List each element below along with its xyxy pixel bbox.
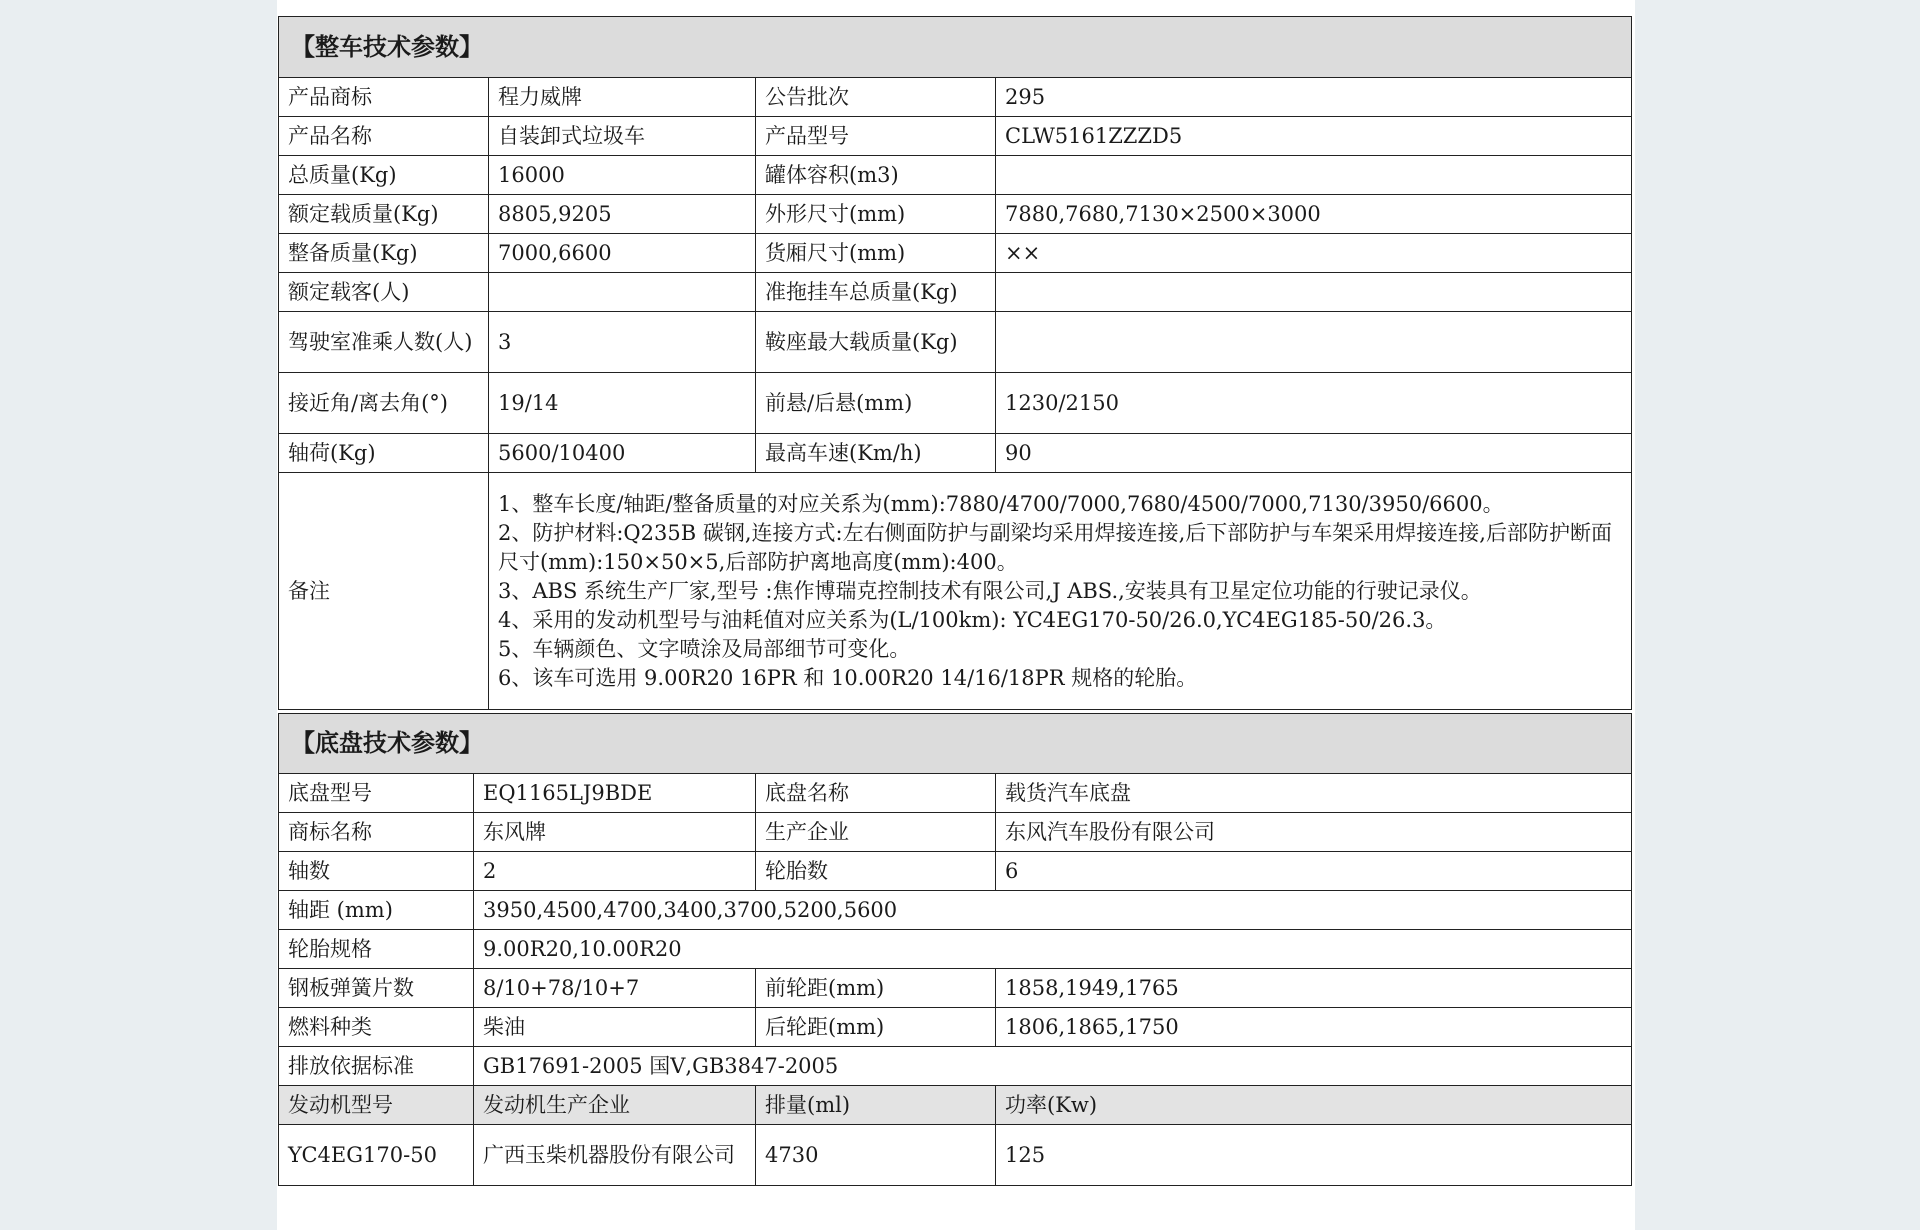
notes-label: 备注 (279, 473, 489, 710)
engine-header-row (279, 1086, 1632, 1125)
value-cell: 9.00R20,10.00R20 (474, 930, 1632, 969)
notes-row (279, 473, 1632, 710)
note-item: 5、车辆颜色、文字喷涂及局部细节可变化。 (498, 636, 911, 661)
note-item: 2、防护材料:Q235B 碳钢,连接方式:左右侧面防护与副梁均采用焊接连接,后下部防护与车架采用焊接连接,后部防护断面尺寸(mm):150×50×5,后部防护离地高度(mm):400。 (498, 520, 1612, 574)
column-header: 发动机生产企业 (474, 1086, 756, 1125)
value-cell (996, 312, 1632, 373)
value-cell: 3 (489, 312, 756, 373)
note-item: 1、整车长度/轴距/整备质量的对应关系为(mm):7880/4700/7000,7680/4500/7000,7130/3950/6600。 (498, 491, 1504, 516)
value-cell (996, 156, 1632, 195)
label-cell: 钢板弹簧片数 (279, 969, 474, 1008)
section-title: 【整车技术参数】 (279, 17, 1632, 78)
value-cell: 90 (996, 434, 1632, 473)
value-cell: 1230/2150 (996, 373, 1632, 434)
column-header: 发动机型号 (279, 1086, 474, 1125)
label-cell: 额定载质量(Kg) (279, 195, 489, 234)
column-header: 功率(Kw) (996, 1086, 1632, 1125)
value-cell: YC4EG170-50 (279, 1125, 474, 1186)
table-row (279, 891, 1632, 930)
chassis-params-table (278, 713, 1632, 1186)
value-cell: CLW5161ZZZD5 (996, 117, 1632, 156)
label-cell: 公告批次 (756, 78, 996, 117)
label-cell: 燃料种类 (279, 1008, 474, 1047)
table-row (279, 1008, 1632, 1047)
label-cell: 轮胎数 (756, 852, 996, 891)
label-cell: 轴荷(Kg) (279, 434, 489, 473)
label-cell: 接近角/离去角(°) (279, 373, 489, 434)
label-cell: 排放依据标准 (279, 1047, 474, 1086)
value-cell: 柴油 (474, 1008, 756, 1047)
section-title: 【底盘技术参数】 (279, 714, 1632, 774)
table-row (279, 373, 1632, 434)
vehicle-params-table (278, 16, 1632, 710)
value-cell: 1858,1949,1765 (996, 969, 1632, 1008)
table-row (279, 117, 1632, 156)
table-row (279, 1047, 1632, 1086)
table-row (279, 273, 1632, 312)
value-cell: 6 (996, 852, 1632, 891)
label-cell: 最高车速(Km/h) (756, 434, 996, 473)
value-cell: 295 (996, 78, 1632, 117)
label-cell: 产品型号 (756, 117, 996, 156)
label-cell: 额定载客(人) (279, 273, 489, 312)
value-cell: 自装卸式垃圾车 (489, 117, 756, 156)
table-row (279, 78, 1632, 117)
value-cell: 7000,6600 (489, 234, 756, 273)
table-row (279, 930, 1632, 969)
table-row (279, 195, 1632, 234)
table-row (279, 852, 1632, 891)
value-cell: 5600/10400 (489, 434, 756, 473)
label-cell: 底盘型号 (279, 774, 474, 813)
value-cell: GB17691-2005 国Ⅴ,GB3847-2005 (474, 1047, 1632, 1086)
label-cell: 准拖挂车总质量(Kg) (756, 273, 996, 312)
value-cell: ×× (996, 234, 1632, 273)
value-cell: 8805,9205 (489, 195, 756, 234)
table-row (279, 156, 1632, 195)
value-cell: EQ1165LJ9BDE (474, 774, 756, 813)
label-cell: 总质量(Kg) (279, 156, 489, 195)
value-cell: 2 (474, 852, 756, 891)
label-cell: 轴数 (279, 852, 474, 891)
label-cell: 外形尺寸(mm) (756, 195, 996, 234)
value-cell: 8/10+78/10+7 (474, 969, 756, 1008)
note-item: 4、采用的发动机型号与油耗值对应关系为(L/100km): YC4EG170-50/26.0,YC4EG185-50/26.3。 (498, 607, 1447, 632)
label-cell: 鞍座最大载质量(Kg) (756, 312, 996, 373)
table-row (279, 434, 1632, 473)
label-cell: 罐体容积(m3) (756, 156, 996, 195)
label-cell: 轴距 (mm) (279, 891, 474, 930)
value-cell: 125 (996, 1125, 1632, 1186)
value-cell: 载货汽车底盘 (996, 774, 1632, 813)
label-cell: 轮胎规格 (279, 930, 474, 969)
value-cell: 3950,4500,4700,3400,3700,5200,5600 (474, 891, 1632, 930)
table-row (279, 234, 1632, 273)
value-cell: 19/14 (489, 373, 756, 434)
note-item: 3、ABS 系统生产厂家,型号 :焦作博瑞克控制技术有限公司,J ABS.,安装具有卫星定位功能的行驶记录仪。 (498, 578, 1482, 603)
label-cell: 生产企业 (756, 813, 996, 852)
label-cell: 前轮距(mm) (756, 969, 996, 1008)
table-row (279, 969, 1632, 1008)
label-cell: 整备质量(Kg) (279, 234, 489, 273)
column-header: 排量(ml) (756, 1086, 996, 1125)
label-cell: 后轮距(mm) (756, 1008, 996, 1047)
engine-data-row (279, 1125, 1632, 1186)
value-cell: 4730 (756, 1125, 996, 1186)
label-cell: 驾驶室准乘人数(人) (279, 312, 489, 373)
table-row (279, 312, 1632, 373)
label-cell: 货厢尺寸(mm) (756, 234, 996, 273)
label-cell: 前悬/后悬(mm) (756, 373, 996, 434)
value-cell (489, 273, 756, 312)
value-cell: 7880,7680,7130×2500×3000 (996, 195, 1632, 234)
value-cell: 广西玉柴机器股份有限公司 (474, 1125, 756, 1186)
label-cell: 产品商标 (279, 78, 489, 117)
label-cell: 底盘名称 (756, 774, 996, 813)
table-row (279, 774, 1632, 813)
section-header (279, 17, 1632, 78)
value-cell: 东风牌 (474, 813, 756, 852)
label-cell: 商标名称 (279, 813, 474, 852)
notes-cell (489, 473, 1632, 710)
section-header (279, 714, 1632, 774)
value-cell (996, 273, 1632, 312)
table-row (279, 813, 1632, 852)
value-cell: 东风汽车股份有限公司 (996, 813, 1632, 852)
value-cell: 程力威牌 (489, 78, 756, 117)
note-item: 6、该车可选用 9.00R20 16PR 和 10.00R20 14/16/18PR 规格的轮胎。 (498, 665, 1198, 690)
value-cell: 16000 (489, 156, 756, 195)
value-cell: 1806,1865,1750 (996, 1008, 1632, 1047)
label-cell: 产品名称 (279, 117, 489, 156)
